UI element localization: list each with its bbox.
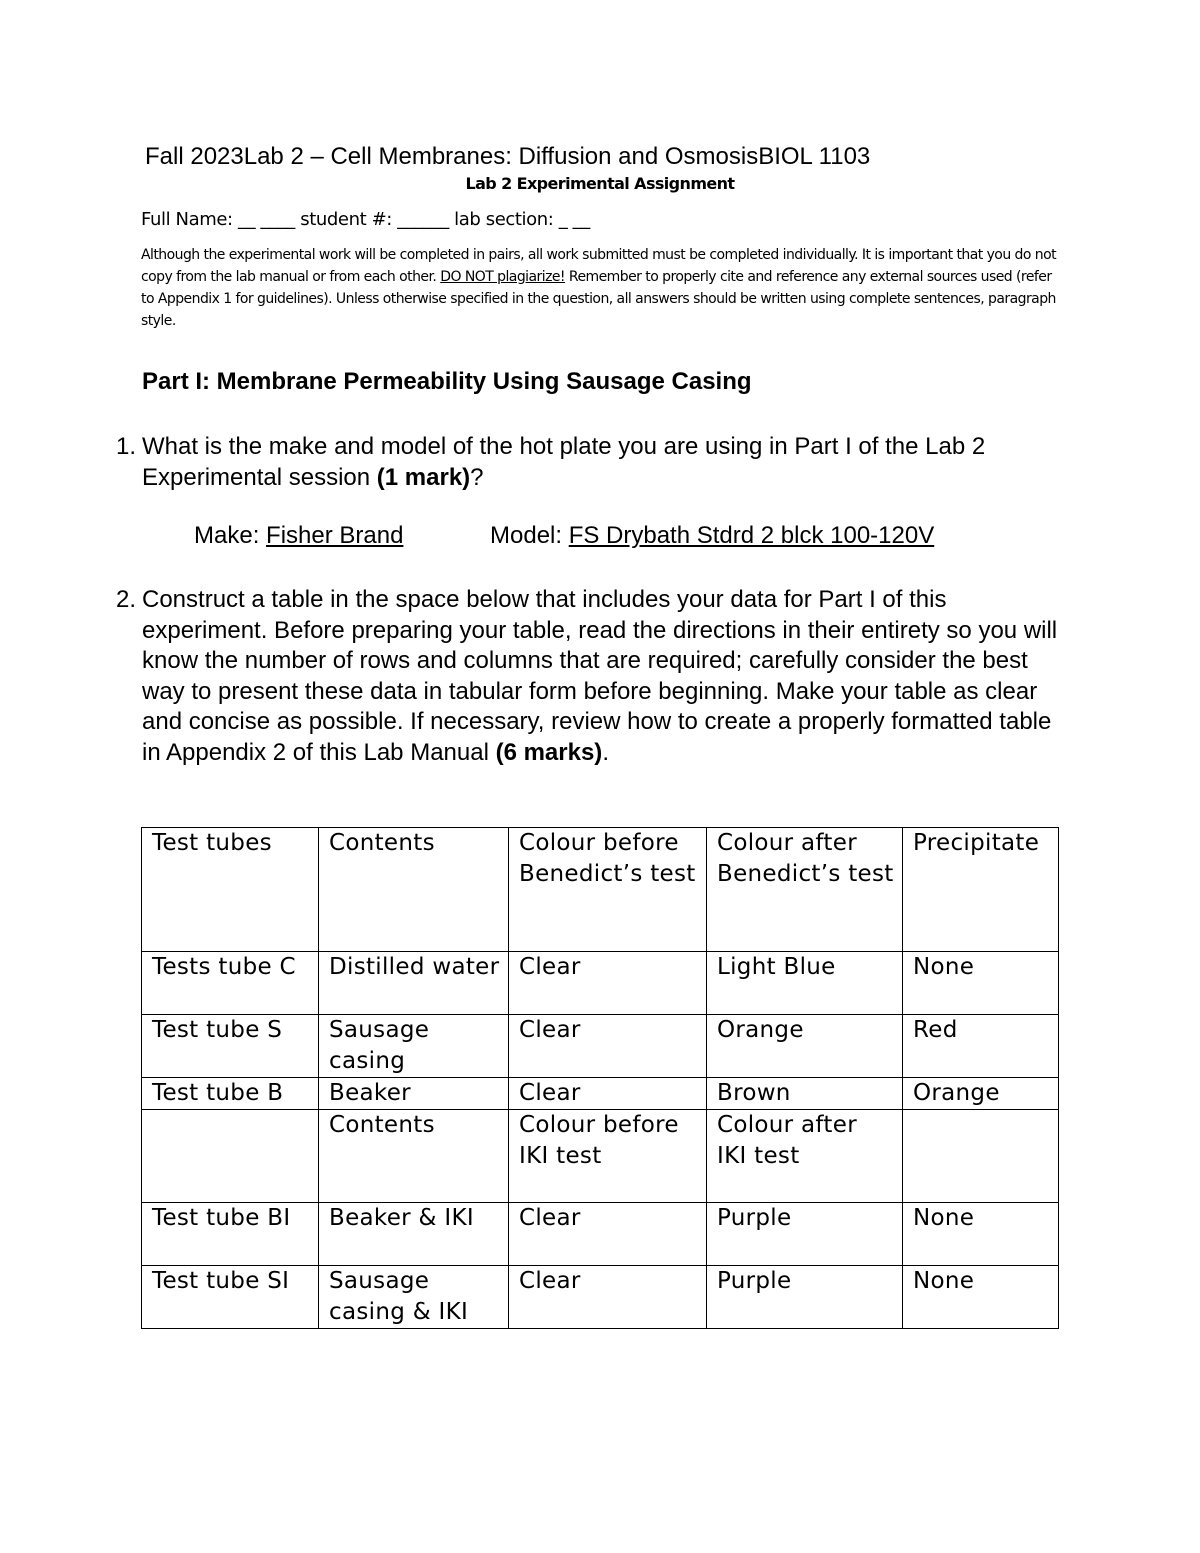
assignment-subtitle: Lab 2 Experimental Assignment [465, 174, 735, 193]
plagiarism-warning: DO NOT plagiarize! [440, 269, 565, 285]
table-cell: Light Blue [707, 952, 903, 1015]
table-row [142, 1266, 1059, 1329]
table-cell: None [903, 1266, 1059, 1329]
instructions-paragraph [141, 244, 1066, 332]
table-row [142, 1078, 1059, 1110]
table-cell: Brown [707, 1078, 903, 1110]
make-answer [194, 522, 403, 550]
table-cell: Contents [319, 1110, 509, 1203]
table-cell: Clear [509, 1203, 707, 1266]
question-1-text: What is the make and model of the hot plate you are using in Part I of the Lab 2 Experimental session [142, 433, 986, 491]
table-cell: Distilled water [319, 952, 509, 1015]
table-cell: Colour before IKI test [509, 1110, 707, 1203]
table-cell: Orange [903, 1078, 1059, 1110]
table-cell: Clear [509, 1078, 707, 1110]
question-1 [116, 432, 1076, 493]
make-value: Fisher Brand [266, 522, 404, 549]
table-cell: Sausage casing [319, 1015, 509, 1078]
table-cell [142, 1110, 319, 1203]
table-cell: Test tubes [142, 828, 319, 952]
table-cell: Clear [509, 952, 707, 1015]
model-value: FS Drybath Stdrd 2 blck 100-120V [568, 522, 935, 549]
table-cell: Colour after IKI test [707, 1110, 903, 1203]
table-cell: Tests tube C [142, 952, 319, 1015]
table-cell: Red [903, 1015, 1059, 1078]
table-cell: Clear [509, 1266, 707, 1329]
document-header: Fall 2023Lab 2 – Cell Membranes: Diffusion and OsmosisBIOL 1103 [145, 143, 871, 170]
question-2 [116, 585, 1076, 768]
model-label: Model: [490, 522, 569, 549]
table-row [142, 1110, 1059, 1203]
question-2-number: 2. [116, 586, 137, 613]
table-cell: None [903, 1203, 1059, 1266]
table-cell: Beaker & IKI [319, 1203, 509, 1266]
table-cell: Test tube S [142, 1015, 319, 1078]
instructions-text-2: Remember to properly cite and reference any external sources used (refer to Appendix 1 for guidelines). Unless otherwise specified in the question, all answers should be written using complete sentences, paragraph style. [141, 269, 1056, 329]
table-cell: None [903, 952, 1059, 1015]
student-info-line: Full Name: __ ____ student #: ______ lab section: _ __ [141, 209, 590, 230]
question-2-text-block [142, 585, 1076, 768]
table-cell: Orange [707, 1015, 903, 1078]
table-row [142, 952, 1059, 1015]
question-2-marks: (6 marks) [495, 738, 603, 766]
table-cell: Test tube SI [142, 1266, 319, 1329]
table-cell [903, 1110, 1059, 1203]
question-1-marks: (1 mark) [376, 463, 471, 491]
table-row [142, 1203, 1059, 1266]
question-1-number: 1. [116, 433, 137, 460]
question-1-text-block [142, 432, 1076, 493]
table-cell: Test tube BI [142, 1203, 319, 1266]
question-2-end: . [602, 738, 609, 766]
table-cell: Colour before Benedict’s test [509, 828, 707, 952]
question-2-text: Construct a table in the space below that includes your data for Part I of this experiment. Before preparing your table, read the directions in their entirety so you will know the number of rows and columns that are required; carefully consider the best way to present these data in tabular form before beginning. Make your table as clear and concise as possible. If necessary, review how to create a properly formatted table in Appendix 2 of this Lab Manual [142, 586, 1058, 766]
table-cell: Beaker [319, 1078, 509, 1110]
table-cell: Purple [707, 1266, 903, 1329]
table-row [142, 828, 1059, 952]
question-1-end: ? [470, 463, 484, 491]
table-cell: Sausage casing & IKI [319, 1266, 509, 1329]
table-row [142, 1015, 1059, 1078]
table-cell: Purple [707, 1203, 903, 1266]
results-table [141, 827, 1059, 1329]
table-cell: Test tube B [142, 1078, 319, 1110]
instructions-text-1: Although the experimental work will be completed in pairs, all work submitted must be completed individually. It is important that you do not copy from the lab manual or from each other. [141, 247, 1057, 285]
model-answer [490, 522, 934, 550]
table-cell: Contents [319, 828, 509, 952]
part-title: Part I: Membrane Permeability Using Sausage Casing [142, 368, 752, 395]
table-cell: Clear [509, 1015, 707, 1078]
table-cell: Precipitate [903, 828, 1059, 952]
table-cell: Colour after Benedict’s test [707, 828, 903, 952]
make-label: Make: [194, 522, 267, 549]
